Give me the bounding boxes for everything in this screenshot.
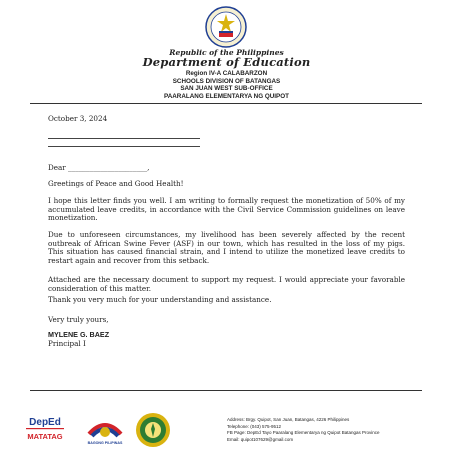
paragraph-1: I hope this letter finds you well. I am writing to formally request the monetization of 50% of my accumulated leave credits, in accordance with the Civil Service Commission guidelines on leave monetization. — [48, 196, 405, 223]
department-title: Department of Education — [142, 55, 311, 69]
deped-logo-text: DepEd — [29, 417, 61, 428]
footer-email: Email: quipot107629@gmail.com — [227, 436, 294, 442]
matatag-logo-text: MATATAG — [27, 432, 63, 441]
bagong-pilipinas-logo — [83, 414, 127, 446]
school-line: PAARALANG ELEMENTARYA NG QUIPOT — [163, 92, 289, 100]
paragraph-4: Thank you very much for your understanding and assistance. — [48, 295, 272, 304]
paragraph-2: Due to unforeseen circumstances, my livelihood has been severely affected by the recent outbreak of African Swine Fever (ASF) in our town, which has resulted in the loss of my pigs. This situation has caused financial strain, and I intend to utilize the monetized leave credits to restart again and recover from this setback. — [48, 230, 405, 265]
header-rule — [30, 103, 422, 104]
footer-rule — [30, 390, 422, 391]
signer-title: Principal I — [48, 339, 86, 348]
region-line: Region IV-A CALABARZON — [185, 70, 268, 77]
division-line: SCHOOLS DIVISION OF BATANGAS — [172, 77, 281, 85]
recipient-line-1 — [48, 138, 200, 139]
republic-line: Republic of the Philippines — [169, 48, 284, 57]
bagong-pilipinas-text: BAGONG PILIPINAS — [87, 441, 123, 445]
greeting: Greetings of Peace and Good Health! — [48, 179, 184, 188]
deped-matatag-logo — [22, 414, 68, 446]
salutation-blank: ______________________, — [68, 163, 150, 172]
school-seal-logo — [135, 412, 171, 448]
letter-date: October 3, 2024 — [48, 114, 108, 123]
footer-address: Address: Brgy. Quipot, San Juan, Batangas, 4226 Philippines — [227, 417, 350, 422]
suboffice-line: SAN JUAN WEST SUB-OFFICE — [180, 85, 273, 92]
footer-fb-page: FB Page: DepEd Tayo Paaralang Elementarya ng Quipot Batangas Province — [227, 430, 380, 435]
footer-telephone: Telephone: (043) 575-9512 — [227, 423, 282, 429]
deped-seal-icon — [205, 6, 247, 48]
salutation — [48, 164, 405, 173]
closing: Very truly yours, — [48, 315, 109, 324]
signer-name: MYLENE G. BAEZ — [48, 330, 110, 339]
salutation-prefix: Dear — [48, 163, 66, 172]
recipient-line-2 — [48, 146, 200, 147]
paragraph-3: Attached are the necessary document to support my request. I would appreciate your favorable consideration of this matter. — [48, 275, 405, 293]
